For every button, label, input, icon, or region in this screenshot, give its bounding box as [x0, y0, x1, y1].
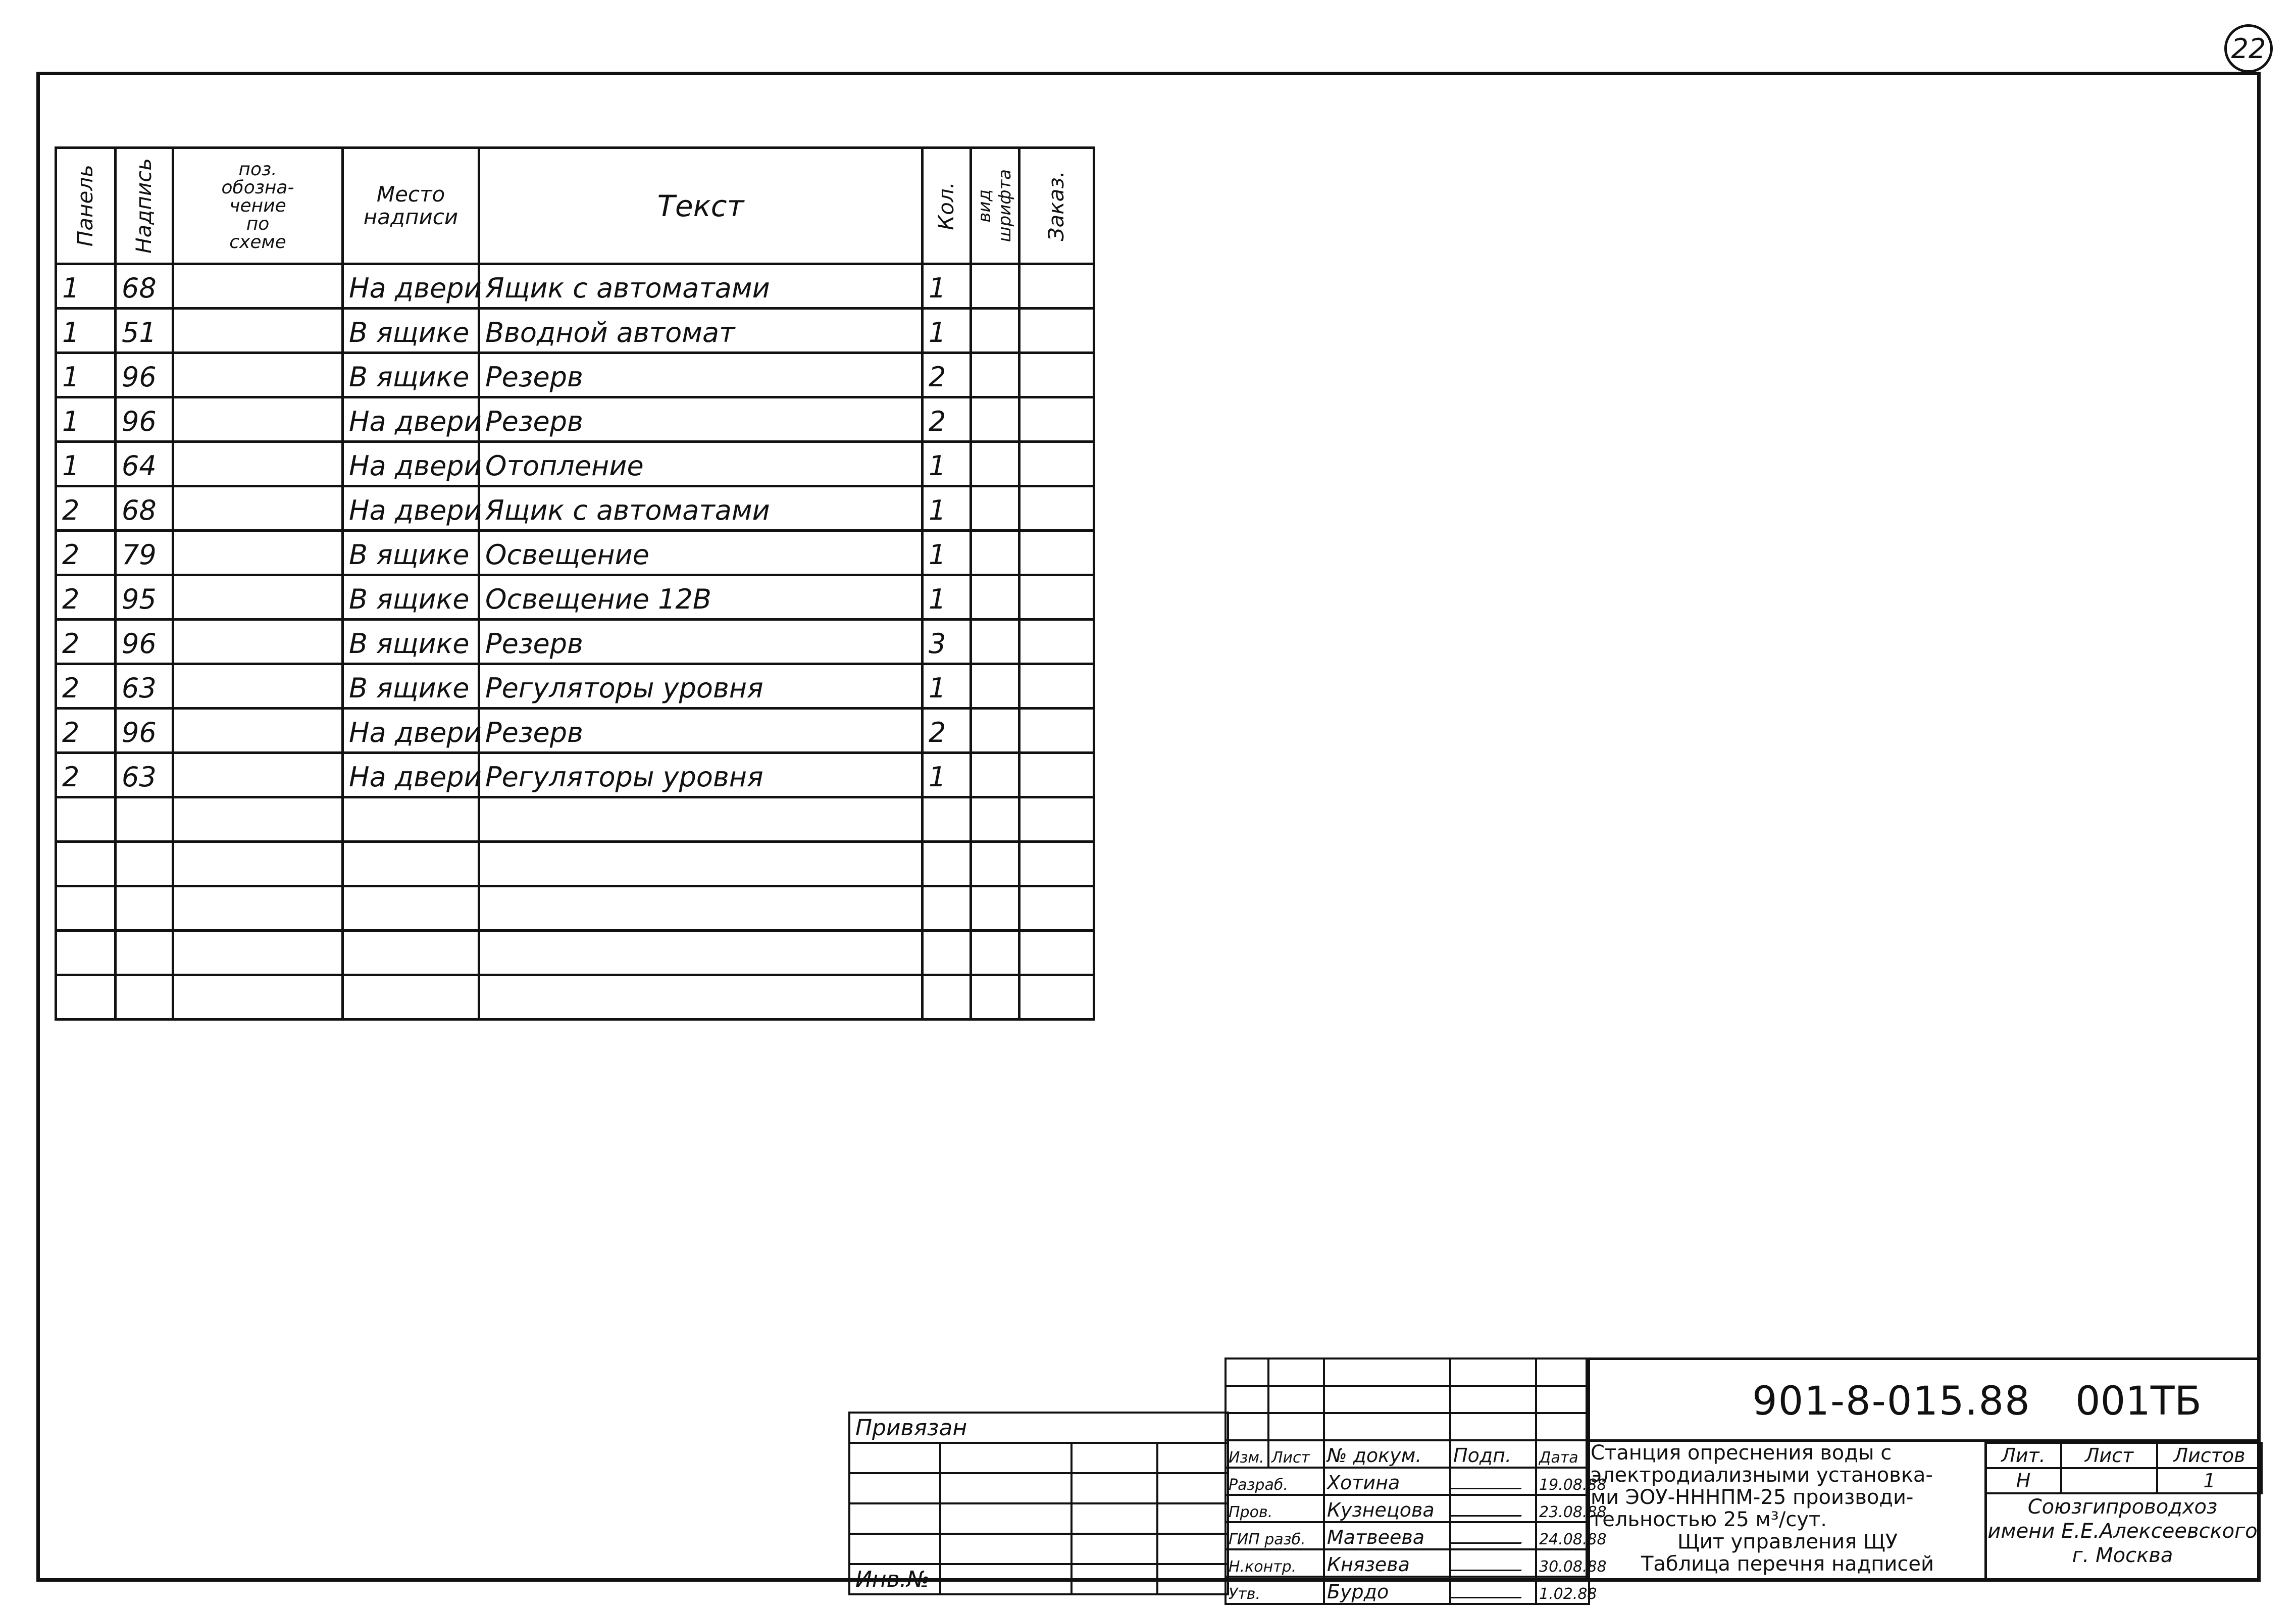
stamp-person-row	[1226, 1495, 1589, 1522]
cell-place: На двери	[343, 442, 479, 486]
cell-text: Резерв	[479, 620, 923, 664]
cell-qty	[923, 886, 971, 931]
table-row	[56, 931, 1094, 975]
cell-font-type	[971, 397, 1019, 442]
cell-inscription-number: 68	[116, 486, 173, 531]
stamp-signatures-grid	[1224, 1357, 1607, 1605]
stamp-sign-date: 24.08.88	[1536, 1522, 1589, 1549]
cell-position	[173, 264, 343, 309]
sheet-number-circle	[2224, 24, 2273, 73]
cell-position	[173, 886, 343, 931]
cell-place: На двери	[343, 753, 479, 797]
signature-mark	[1449, 1554, 1529, 1571]
cell-order	[1019, 442, 1094, 486]
cell-text: Ящик с автоматами	[479, 486, 923, 531]
cell-panel: 1	[56, 397, 116, 442]
cell-place	[343, 975, 479, 1020]
cell-panel: 1	[56, 264, 116, 309]
cell-font-type	[971, 531, 1019, 575]
cell-font-type	[971, 753, 1019, 797]
stamp-list: Лист	[1268, 1440, 1324, 1468]
table-row	[56, 753, 1094, 797]
cell-order	[1019, 575, 1094, 620]
cell-qty: 1	[923, 664, 971, 709]
cell-text: Освещение	[479, 531, 923, 575]
stamp-person-row	[1226, 1522, 1589, 1549]
document-code-suffix: 001ТБ	[2075, 1379, 2202, 1424]
table-row	[56, 575, 1094, 620]
stamp-role: Разраб.	[1226, 1468, 1324, 1495]
cell-place: На двери	[343, 486, 479, 531]
inventory-label: Инв.№	[849, 1564, 940, 1594]
cell-order	[1019, 309, 1094, 353]
table-row	[56, 620, 1094, 664]
cell-text: Регуляторы уровня	[479, 664, 923, 709]
cell-position	[173, 842, 343, 886]
cell-text	[479, 886, 923, 931]
table-row	[56, 353, 1094, 397]
cell-position	[173, 353, 343, 397]
table-row	[56, 975, 1094, 1020]
stamp-signature	[1450, 1522, 1536, 1549]
cell-inscription-number: 68	[116, 264, 173, 309]
stamp-signature	[1450, 1549, 1536, 1577]
cell-order	[1019, 353, 1094, 397]
header-position: поз. обозна- чение по схеме	[173, 148, 343, 264]
cell-panel: 2	[56, 709, 116, 753]
stamp-signature	[1450, 1495, 1536, 1522]
header-place: Место надписи	[343, 148, 479, 264]
cell-qty: 2	[923, 397, 971, 442]
header-order: Заказ.	[1019, 148, 1094, 264]
cell-font-type	[971, 620, 1019, 664]
cell-qty: 3	[923, 620, 971, 664]
cell-panel: 2	[56, 664, 116, 709]
cell-place	[343, 931, 479, 975]
cell-font-type	[971, 486, 1019, 531]
cell-order	[1019, 264, 1094, 309]
lit-value: Н	[1985, 1468, 2061, 1493]
cell-place: В ящике	[343, 353, 479, 397]
cell-inscription-number: 64	[116, 442, 173, 486]
stamp-person-row	[1226, 1468, 1589, 1495]
sheet-label: Лист	[2061, 1443, 2157, 1468]
cell-position	[173, 709, 343, 753]
cell-position	[173, 975, 343, 1020]
header-text: Текст	[479, 148, 923, 264]
cell-panel: 1	[56, 309, 116, 353]
stamp-role: Утв.	[1226, 1577, 1324, 1604]
stamp-name: Хотина	[1324, 1468, 1450, 1495]
cell-panel: 2	[56, 575, 116, 620]
cell-font-type	[971, 709, 1019, 753]
cell-panel: 1	[56, 442, 116, 486]
cell-text: Отопление	[479, 442, 923, 486]
cell-inscription-number	[116, 886, 173, 931]
cell-panel: 1	[56, 353, 116, 397]
stamp-date: Дата	[1536, 1440, 1589, 1468]
stamp-role: Н.контр.	[1226, 1549, 1324, 1577]
cell-position	[173, 797, 343, 842]
cell-order	[1019, 797, 1094, 842]
table-row	[56, 886, 1094, 931]
table-row	[56, 842, 1094, 886]
stamp-role: ГИП разб.	[1226, 1522, 1324, 1549]
cell-text	[479, 975, 923, 1020]
cell-inscription-number: 63	[116, 753, 173, 797]
cell-qty	[923, 797, 971, 842]
cell-text: Резерв	[479, 709, 923, 753]
stamp-sign: Подп.	[1450, 1440, 1536, 1468]
stamp-person-row	[1226, 1577, 1589, 1604]
cell-inscription-number: 96	[116, 620, 173, 664]
cell-text	[479, 842, 923, 886]
cell-panel: 2	[56, 620, 116, 664]
header-inscription: Надпись	[116, 148, 173, 264]
cell-order	[1019, 886, 1094, 931]
cell-place	[343, 886, 479, 931]
cell-inscription-number: 95	[116, 575, 173, 620]
sheet-value	[2061, 1468, 2157, 1493]
litera-table	[1984, 1442, 2263, 1494]
stamp-person-row	[1226, 1549, 1589, 1577]
cell-qty: 1	[923, 753, 971, 797]
cell-position	[173, 620, 343, 664]
sheets-value: 1	[2157, 1468, 2262, 1493]
cell-inscription-number	[116, 797, 173, 842]
cell-font-type	[971, 886, 1019, 931]
table-row	[56, 797, 1094, 842]
stamp-name: Кузнецова	[1324, 1495, 1450, 1522]
signature-mark	[1449, 1582, 1529, 1598]
header-font-type: вид шрифта	[971, 148, 1019, 264]
cell-panel	[56, 975, 116, 1020]
cell-text: Вводной автомат	[479, 309, 923, 353]
stamp-header-row	[1226, 1440, 1589, 1468]
cell-order	[1019, 709, 1094, 753]
cell-text	[479, 797, 923, 842]
stamp-doc: № докум.	[1324, 1440, 1450, 1468]
cell-panel: 2	[56, 753, 116, 797]
document-code: 901-8-015.88	[1752, 1379, 2031, 1424]
cell-place: В ящике	[343, 664, 479, 709]
inscriptions-table	[55, 146, 1095, 1021]
cell-inscription-number	[116, 931, 173, 975]
cell-qty: 1	[923, 442, 971, 486]
signature-mark	[1449, 1473, 1529, 1489]
signature-mark	[1449, 1500, 1529, 1517]
cell-qty: 1	[923, 309, 971, 353]
header-qty: Кол.	[923, 148, 971, 264]
cell-font-type	[971, 309, 1019, 353]
cell-panel: 2	[56, 486, 116, 531]
cell-inscription-number: 96	[116, 397, 173, 442]
cell-place: В ящике	[343, 620, 479, 664]
cell-text: Освещение 12В	[479, 575, 923, 620]
table-row	[56, 531, 1094, 575]
cell-font-type	[971, 442, 1019, 486]
cell-qty	[923, 975, 971, 1020]
cell-font-type	[971, 575, 1019, 620]
table-header-row	[56, 148, 1094, 264]
stamp-name: Бурдо	[1324, 1577, 1450, 1604]
cell-position	[173, 397, 343, 442]
binding-label: Привязан	[849, 1413, 1228, 1443]
cell-panel	[56, 931, 116, 975]
stamp-sign-date: 30.08.88	[1536, 1549, 1589, 1577]
lit-label: Лит.	[1985, 1443, 2061, 1468]
cell-panel: 2	[56, 531, 116, 575]
stamp-name: Матвеева	[1324, 1522, 1450, 1549]
cell-place: В ящике	[343, 531, 479, 575]
sheets-label: Листов	[2157, 1443, 2262, 1468]
cell-qty: 1	[923, 531, 971, 575]
cell-inscription-number: 96	[116, 353, 173, 397]
cell-text: Резерв	[479, 353, 923, 397]
cell-qty	[923, 842, 971, 886]
cell-position	[173, 575, 343, 620]
cell-position	[173, 486, 343, 531]
cell-panel	[56, 886, 116, 931]
cell-panel	[56, 842, 116, 886]
signature-mark	[1449, 1527, 1529, 1544]
cell-position	[173, 931, 343, 975]
cell-order	[1019, 664, 1094, 709]
cell-order	[1019, 975, 1094, 1020]
table-row	[56, 664, 1094, 709]
cell-text	[479, 931, 923, 975]
table-row	[56, 309, 1094, 353]
stamp-signature	[1450, 1577, 1536, 1604]
stamp-sign-date: 23.08.88	[1536, 1495, 1589, 1522]
table-row	[56, 709, 1094, 753]
cell-inscription-number: 51	[116, 309, 173, 353]
cell-qty	[923, 931, 971, 975]
cell-font-type	[971, 842, 1019, 886]
cell-place: На двери	[343, 397, 479, 442]
cell-panel	[56, 797, 116, 842]
sheet-number: 22	[2231, 32, 2266, 65]
cell-inscription-number: 63	[116, 664, 173, 709]
cell-font-type	[971, 664, 1019, 709]
cell-text: Регуляторы уровня	[479, 753, 923, 797]
header-panel: Панель	[56, 148, 116, 264]
cell-order	[1019, 931, 1094, 975]
stamp-izm: Изм.	[1226, 1440, 1268, 1468]
cell-font-type	[971, 353, 1019, 397]
stamp-signature	[1450, 1468, 1536, 1495]
cell-font-type	[971, 264, 1019, 309]
cell-inscription-number	[116, 975, 173, 1020]
binding-block	[848, 1412, 1229, 1595]
cell-qty: 1	[923, 486, 971, 531]
cell-position	[173, 442, 343, 486]
cell-order	[1019, 753, 1094, 797]
table-row	[56, 486, 1094, 531]
cell-place: На двери	[343, 264, 479, 309]
cell-order	[1019, 486, 1094, 531]
stamp-sign-date: 19.08.88	[1536, 1468, 1589, 1495]
cell-inscription-number: 79	[116, 531, 173, 575]
stamp-role: Пров.	[1226, 1495, 1324, 1522]
stamp-sign-date: 1.02.88	[1536, 1577, 1589, 1604]
organization: Союзгипроводхоз имени Е.Е.Алексеевского г. Москва	[1987, 1495, 2258, 1567]
cell-position	[173, 753, 343, 797]
stamp-name: Князева	[1324, 1549, 1450, 1577]
cell-place: В ящике	[343, 575, 479, 620]
cell-order	[1019, 397, 1094, 442]
cell-qty: 1	[923, 264, 971, 309]
cell-position	[173, 309, 343, 353]
cell-qty: 2	[923, 709, 971, 753]
cell-order	[1019, 531, 1094, 575]
table-row	[56, 397, 1094, 442]
cell-qty: 1	[923, 575, 971, 620]
cell-place: На двери	[343, 709, 479, 753]
table-row	[56, 442, 1094, 486]
cell-place: В ящике	[343, 309, 479, 353]
cell-qty: 2	[923, 353, 971, 397]
cell-text: Ящик с автоматами	[479, 264, 923, 309]
document-description: Станция опреснения воды с электродиализными установка- ми ЭОУ-НННПМ-25 производи- тельностью 25 м³/сут. Щит управления ЩУ Таблица перечня надписей	[1591, 1441, 1934, 1576]
table-row	[56, 264, 1094, 309]
cell-font-type	[971, 797, 1019, 842]
cell-font-type	[971, 931, 1019, 975]
cell-order	[1019, 842, 1094, 886]
cell-place	[343, 797, 479, 842]
cell-inscription-number	[116, 842, 173, 886]
cell-position	[173, 664, 343, 709]
cell-font-type	[971, 975, 1019, 1020]
cell-order	[1019, 620, 1094, 664]
cell-position	[173, 531, 343, 575]
cell-inscription-number: 96	[116, 709, 173, 753]
cell-place	[343, 842, 479, 886]
cell-text: Резерв	[479, 397, 923, 442]
